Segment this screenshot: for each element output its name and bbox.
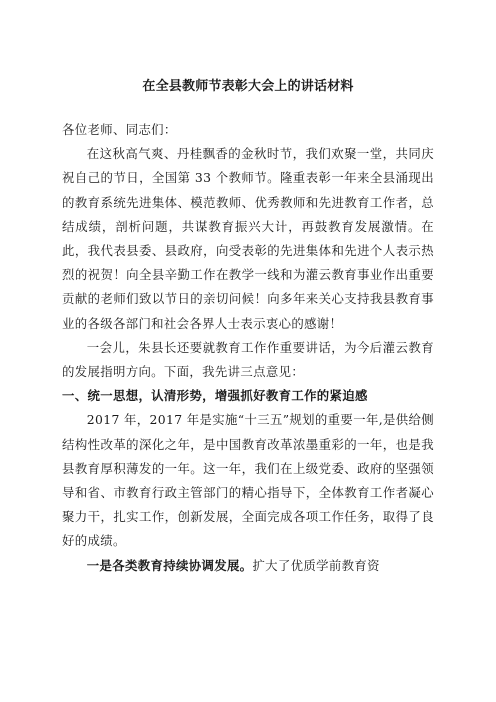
section-heading-1: 一、统一思想，认清形势，增强抓好教育工作的紧迫感 bbox=[62, 388, 368, 404]
paragraph-transition: 一会儿，朱县长还要就教育工作作重要讲话，为今后灌云教育的发展指明方向。下面，我先讲三点意见： bbox=[62, 339, 434, 380]
paragraph-lead-bold: 一是各类教育持续协调发展。 bbox=[86, 557, 253, 573]
paragraph-lead-rest: 扩大了优质学前教育资 bbox=[252, 557, 380, 573]
greeting-line: 各位老师、同志们： bbox=[62, 122, 177, 137]
paragraph-education-development bbox=[62, 554, 434, 578]
paragraph-2017-review: 2017 年，2017 年是实施“十三五”规划的重要一年,是供给侧结构性改革的深化之年，是中国教育改革浓墨重彩的一年，也是我县教育厚积薄发的一年。这一年，我们在上级党委、政府的坚强领导和省、市教育行政主管部门的精心指导下，全体教育工作者凝心聚力干，扎实工作，创新发展，全面完成各项工作任务，取得了良好的成绩。 bbox=[62, 412, 434, 549]
paragraph-opening: 在这秋高气爽、丹桂飘香的金秋时节，我们欢聚一堂，共同庆祝自己的节日，全国第 33 个教师节。隆重表彰一年来全县涌现出的教育系统先进集体、模范教师、优秀教师和先进教育工作者，总结成绩，剖析问题，共谋教育振兴大计，再鼓教育发展激情。在此，我代表县委、县政府，向受表彰的先进集体和先进个人表示热烈的祝贺！向全县辛勤工作在教学一线和为灌云教育事业作出重要贡献的老师们致以节日的亲切问候！向多年来关心支持我县教育事业的各级各部门和社会各界人士表示衷心的感谢！ bbox=[62, 146, 434, 331]
document-title: 在全县教师节表彰大会上的讲话材料 bbox=[142, 79, 354, 94]
document-body bbox=[62, 118, 434, 578]
